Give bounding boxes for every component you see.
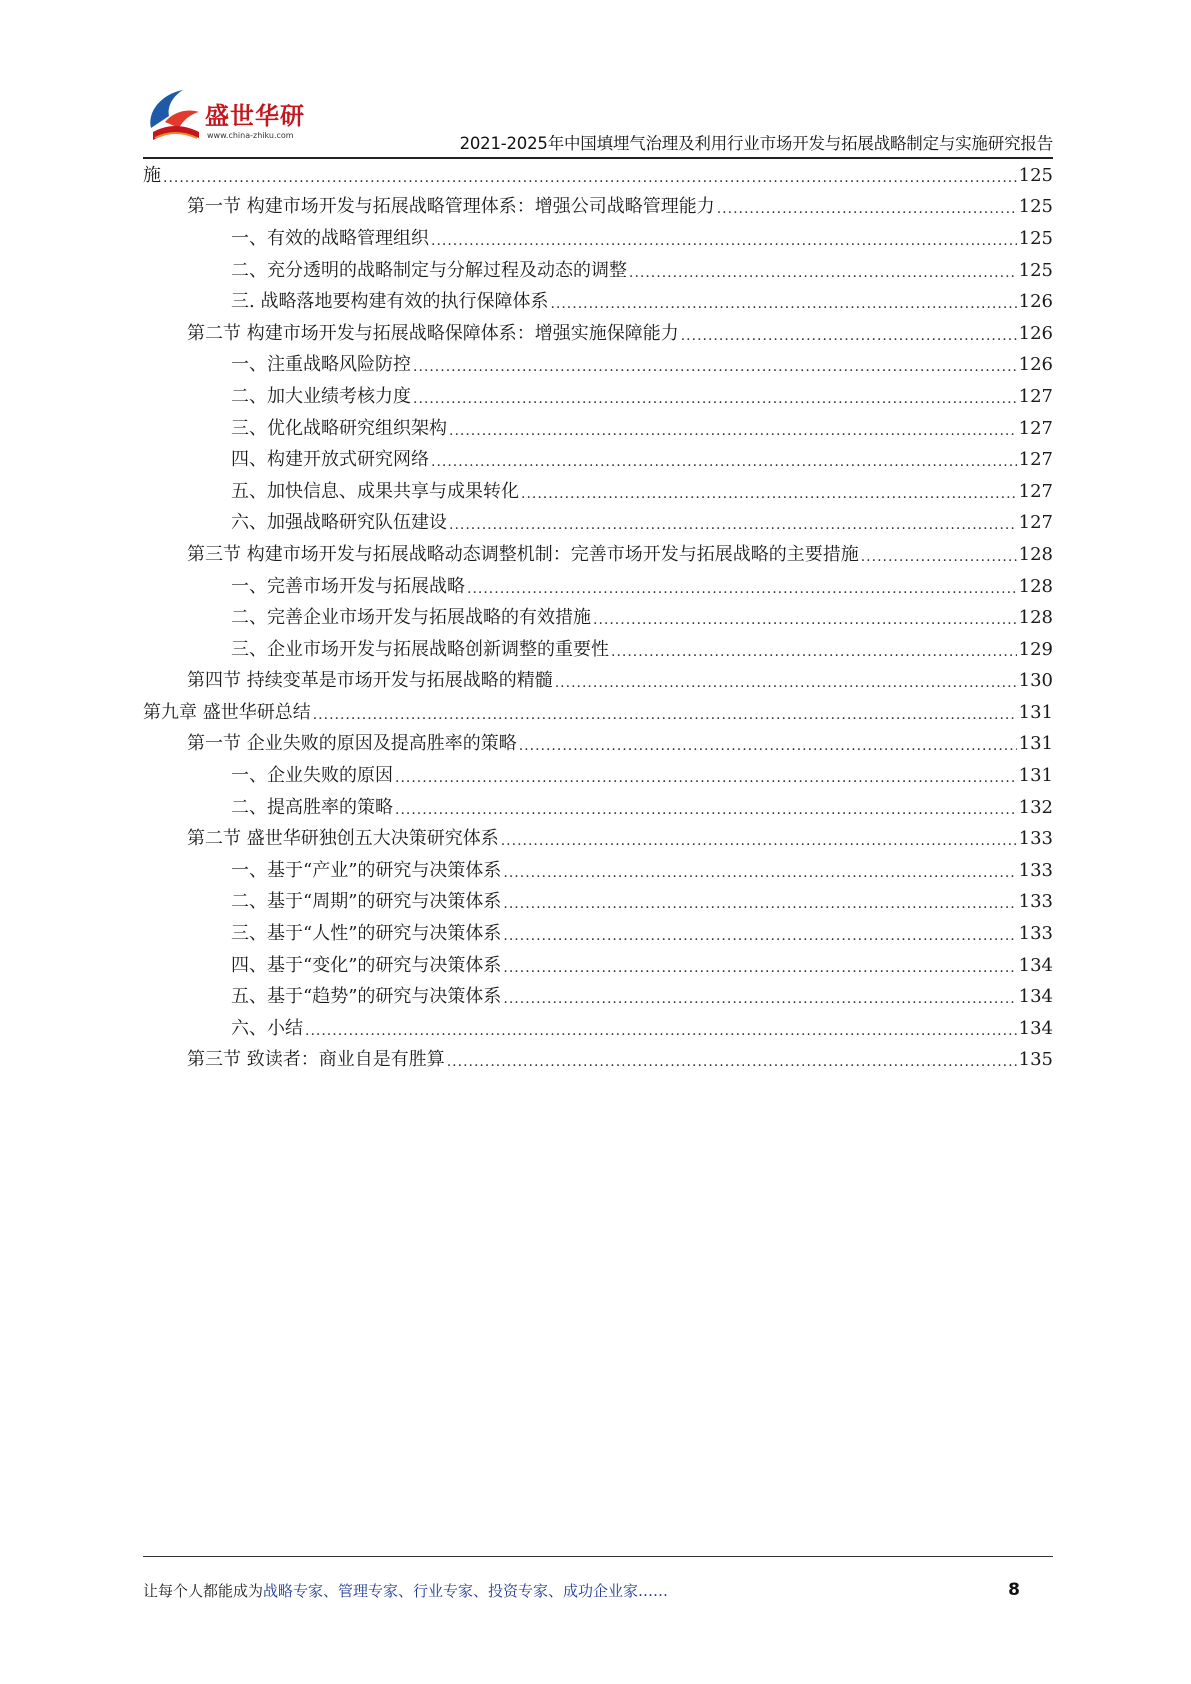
footer-rule [143, 1556, 1053, 1557]
toc-entry-label: 第九章 盛世华研总结 [143, 701, 311, 723]
toc-entry[interactable] [143, 286, 1053, 318]
toc-entry-page: 131 [1018, 701, 1053, 723]
toc-entry-page: 134 [1018, 986, 1053, 1008]
toc-entry-page: 135 [1018, 1049, 1053, 1071]
toc-entry-page: 130 [1018, 670, 1053, 692]
toc-entry-label: 五、加快信息、成果共享与成果转化 [231, 480, 519, 502]
toc-dot-leader [395, 799, 1017, 817]
toc-entry[interactable] [143, 1013, 1053, 1045]
toc-entry-label: 第二节 构建市场开发与拓展战略保障体系：增强实施保障能力 [187, 322, 679, 344]
toc-dot-leader [503, 925, 1016, 943]
toc-entry[interactable] [143, 981, 1053, 1013]
toc-entry-page: 134 [1018, 1017, 1053, 1039]
toc-dot-leader [449, 514, 1017, 532]
toc-entry[interactable] [143, 318, 1053, 350]
toc-entry[interactable] [143, 729, 1053, 761]
toc-dot-leader [447, 1051, 1017, 1069]
toc-dot-leader [413, 388, 1017, 406]
toc-dot-leader [449, 420, 1017, 438]
toc-entry-label: 第三节 构建市场开发与拓展战略动态调整机制：完善市场开发与拓展战略的主要措施 [187, 543, 859, 565]
toc-entry[interactable] [143, 444, 1053, 476]
toc-entry-label: 三、基于“人性”的研究与决策体系 [231, 923, 502, 945]
toc-dot-leader [163, 167, 1017, 185]
toc-entry-page: 133 [1018, 891, 1053, 913]
toc-entry[interactable] [143, 855, 1053, 887]
logo-url: www.china-zhiku.com [207, 131, 294, 140]
toc-entry[interactable] [143, 476, 1053, 508]
toc-entry-page: 133 [1018, 828, 1053, 850]
toc-dot-leader [681, 325, 1017, 343]
toc-entry-page: 126 [1018, 322, 1053, 344]
toc-entry-page: 127 [1018, 480, 1053, 502]
toc-entry-page: 131 [1018, 765, 1053, 787]
toc-entry-label: 第一节 构建市场开发与拓展战略管理体系：增强公司战略管理能力 [187, 196, 715, 218]
toc-entry-label: 二、完善企业市场开发与拓展战略的有效措施 [231, 607, 591, 629]
toc-dot-leader [503, 957, 1016, 975]
toc-entry-label: 第二节 盛世华研独创五大决策研究体系 [187, 828, 499, 850]
toc-entry-page: 128 [1018, 575, 1053, 597]
toc-dot-leader [521, 483, 1017, 501]
header-rule [143, 157, 1053, 159]
toc-dot-leader [861, 546, 1017, 564]
toc-entry[interactable] [143, 350, 1053, 382]
toc-entry[interactable] [143, 1045, 1053, 1077]
footer-slogan-roles: 战略专家、管理专家、行业专家、投资专家、成功企业家…… [263, 1582, 669, 1600]
toc-entry-label: 六、加强战略研究队伍建设 [231, 512, 447, 534]
toc-entry-page: 128 [1018, 543, 1053, 565]
toc-entry[interactable] [143, 634, 1053, 666]
toc-dot-leader [431, 451, 1017, 469]
toc-entry[interactable] [143, 381, 1053, 413]
toc-entry-page: 125 [1018, 259, 1053, 281]
toc-dot-leader [593, 609, 1017, 627]
footer-slogan-prefix: 让每个人都能成为 [143, 1582, 264, 1600]
toc-entry[interactable] [143, 192, 1053, 224]
page-number: 8 [1008, 1580, 1020, 1600]
toc-entry-label: 三. 战略落地要构建有效的执行保障体系 [231, 291, 549, 313]
toc-entry-label: 二、基于“周期”的研究与决策体系 [231, 891, 502, 913]
toc-entry[interactable] [143, 571, 1053, 603]
toc-dot-leader [503, 862, 1016, 880]
toc-entry-label: 二、加大业绩考核力度 [231, 385, 411, 407]
toc-entry-page: 128 [1018, 607, 1053, 629]
toc-entry-label: 一、有效的战略管理组织 [231, 227, 429, 249]
toc-entry[interactable] [143, 666, 1053, 698]
toc-entry-page: 132 [1018, 796, 1053, 818]
toc-entry[interactable] [143, 160, 1053, 192]
toc-entry-page: 125 [1018, 164, 1053, 186]
document-title: 2021-2025年中国填埋气治理及利用行业市场开发与拓展战略制定与实施研究报告 [459, 134, 1053, 153]
toc-entry-label: 第四节 持续变革是市场开发与拓展战略的精髓 [187, 670, 553, 692]
toc-entry-page: 134 [1018, 954, 1053, 976]
toc-entry[interactable] [143, 950, 1053, 982]
toc-dot-leader [629, 262, 1017, 280]
toc-dot-leader [413, 356, 1017, 374]
toc-entry[interactable] [143, 697, 1053, 729]
toc-entry-page: 127 [1018, 512, 1053, 534]
page-header [143, 82, 1053, 160]
toc-entry-label: 二、充分透明的战略制定与分解过程及动态的调整 [231, 259, 627, 281]
toc-entry-label: 六、小结 [231, 1017, 303, 1039]
toc-entry-page: 133 [1018, 923, 1053, 945]
toc-entry-label: 三、优化战略研究组织架构 [231, 417, 447, 439]
toc-entry-label: 一、注重战略风险防控 [231, 354, 411, 376]
toc-dot-leader [501, 830, 1017, 848]
toc-entry-label: 一、完善市场开发与拓展战略 [231, 575, 465, 597]
toc-entry-page: 129 [1018, 638, 1053, 660]
toc-dot-leader [717, 198, 1017, 216]
toc-entry-page: 127 [1018, 449, 1053, 471]
toc-entry-page: 127 [1018, 417, 1053, 439]
toc-dot-leader [550, 293, 1016, 311]
toc-entry-page: 127 [1018, 385, 1053, 407]
toc-dot-leader [503, 893, 1016, 911]
toc-entry-label: 四、基于“变化”的研究与决策体系 [231, 954, 502, 976]
toc-entry-page: 133 [1018, 859, 1053, 881]
toc-dot-leader [305, 1020, 1017, 1038]
toc-entry[interactable] [143, 823, 1053, 855]
toc-entry-label: 第一节 企业失败的原因及提高胜率的策略 [187, 733, 517, 755]
toc-entry-label: 施 [143, 164, 161, 186]
toc-dot-leader [611, 641, 1017, 659]
toc-entry-page: 126 [1018, 354, 1053, 376]
toc-dot-leader [519, 735, 1017, 753]
toc-dot-leader [555, 672, 1017, 690]
toc-entry[interactable] [143, 602, 1053, 634]
toc-dot-leader [313, 704, 1017, 722]
toc-entry-label: 三、企业市场开发与拓展战略创新调整的重要性 [231, 638, 609, 660]
toc-entry-page: 125 [1018, 227, 1053, 249]
toc-dot-leader [467, 578, 1017, 596]
table-of-contents [143, 160, 1053, 1076]
page-footer [143, 1580, 1053, 1604]
toc-entry[interactable] [143, 255, 1053, 287]
toc-entry[interactable] [143, 413, 1053, 445]
logo-text: 盛世华研 [205, 102, 305, 130]
toc-entry-label: 五、基于“趋势”的研究与决策体系 [231, 986, 502, 1008]
toc-entry[interactable] [143, 792, 1053, 824]
toc-entry-label: 四、构建开放式研究网络 [231, 449, 429, 471]
toc-dot-leader [431, 230, 1017, 248]
toc-entry-page: 131 [1018, 733, 1053, 755]
toc-entry-label: 第三节 致读者：商业自是有胜算 [187, 1049, 445, 1071]
toc-entry-label: 一、企业失败的原因 [231, 765, 393, 787]
toc-entry[interactable] [143, 223, 1053, 255]
toc-entry[interactable] [143, 539, 1053, 571]
toc-entry[interactable] [143, 508, 1053, 540]
toc-dot-leader [503, 988, 1016, 1006]
toc-entry[interactable] [143, 760, 1053, 792]
toc-entry-label: 二、提高胜率的策略 [231, 796, 393, 818]
toc-entry-label: 一、基于“产业”的研究与决策体系 [231, 859, 502, 881]
toc-entry[interactable] [143, 887, 1053, 919]
toc-dot-leader [395, 767, 1017, 785]
toc-entry-page: 125 [1018, 196, 1053, 218]
toc-entry-page: 126 [1018, 291, 1053, 313]
toc-entry[interactable] [143, 918, 1053, 950]
